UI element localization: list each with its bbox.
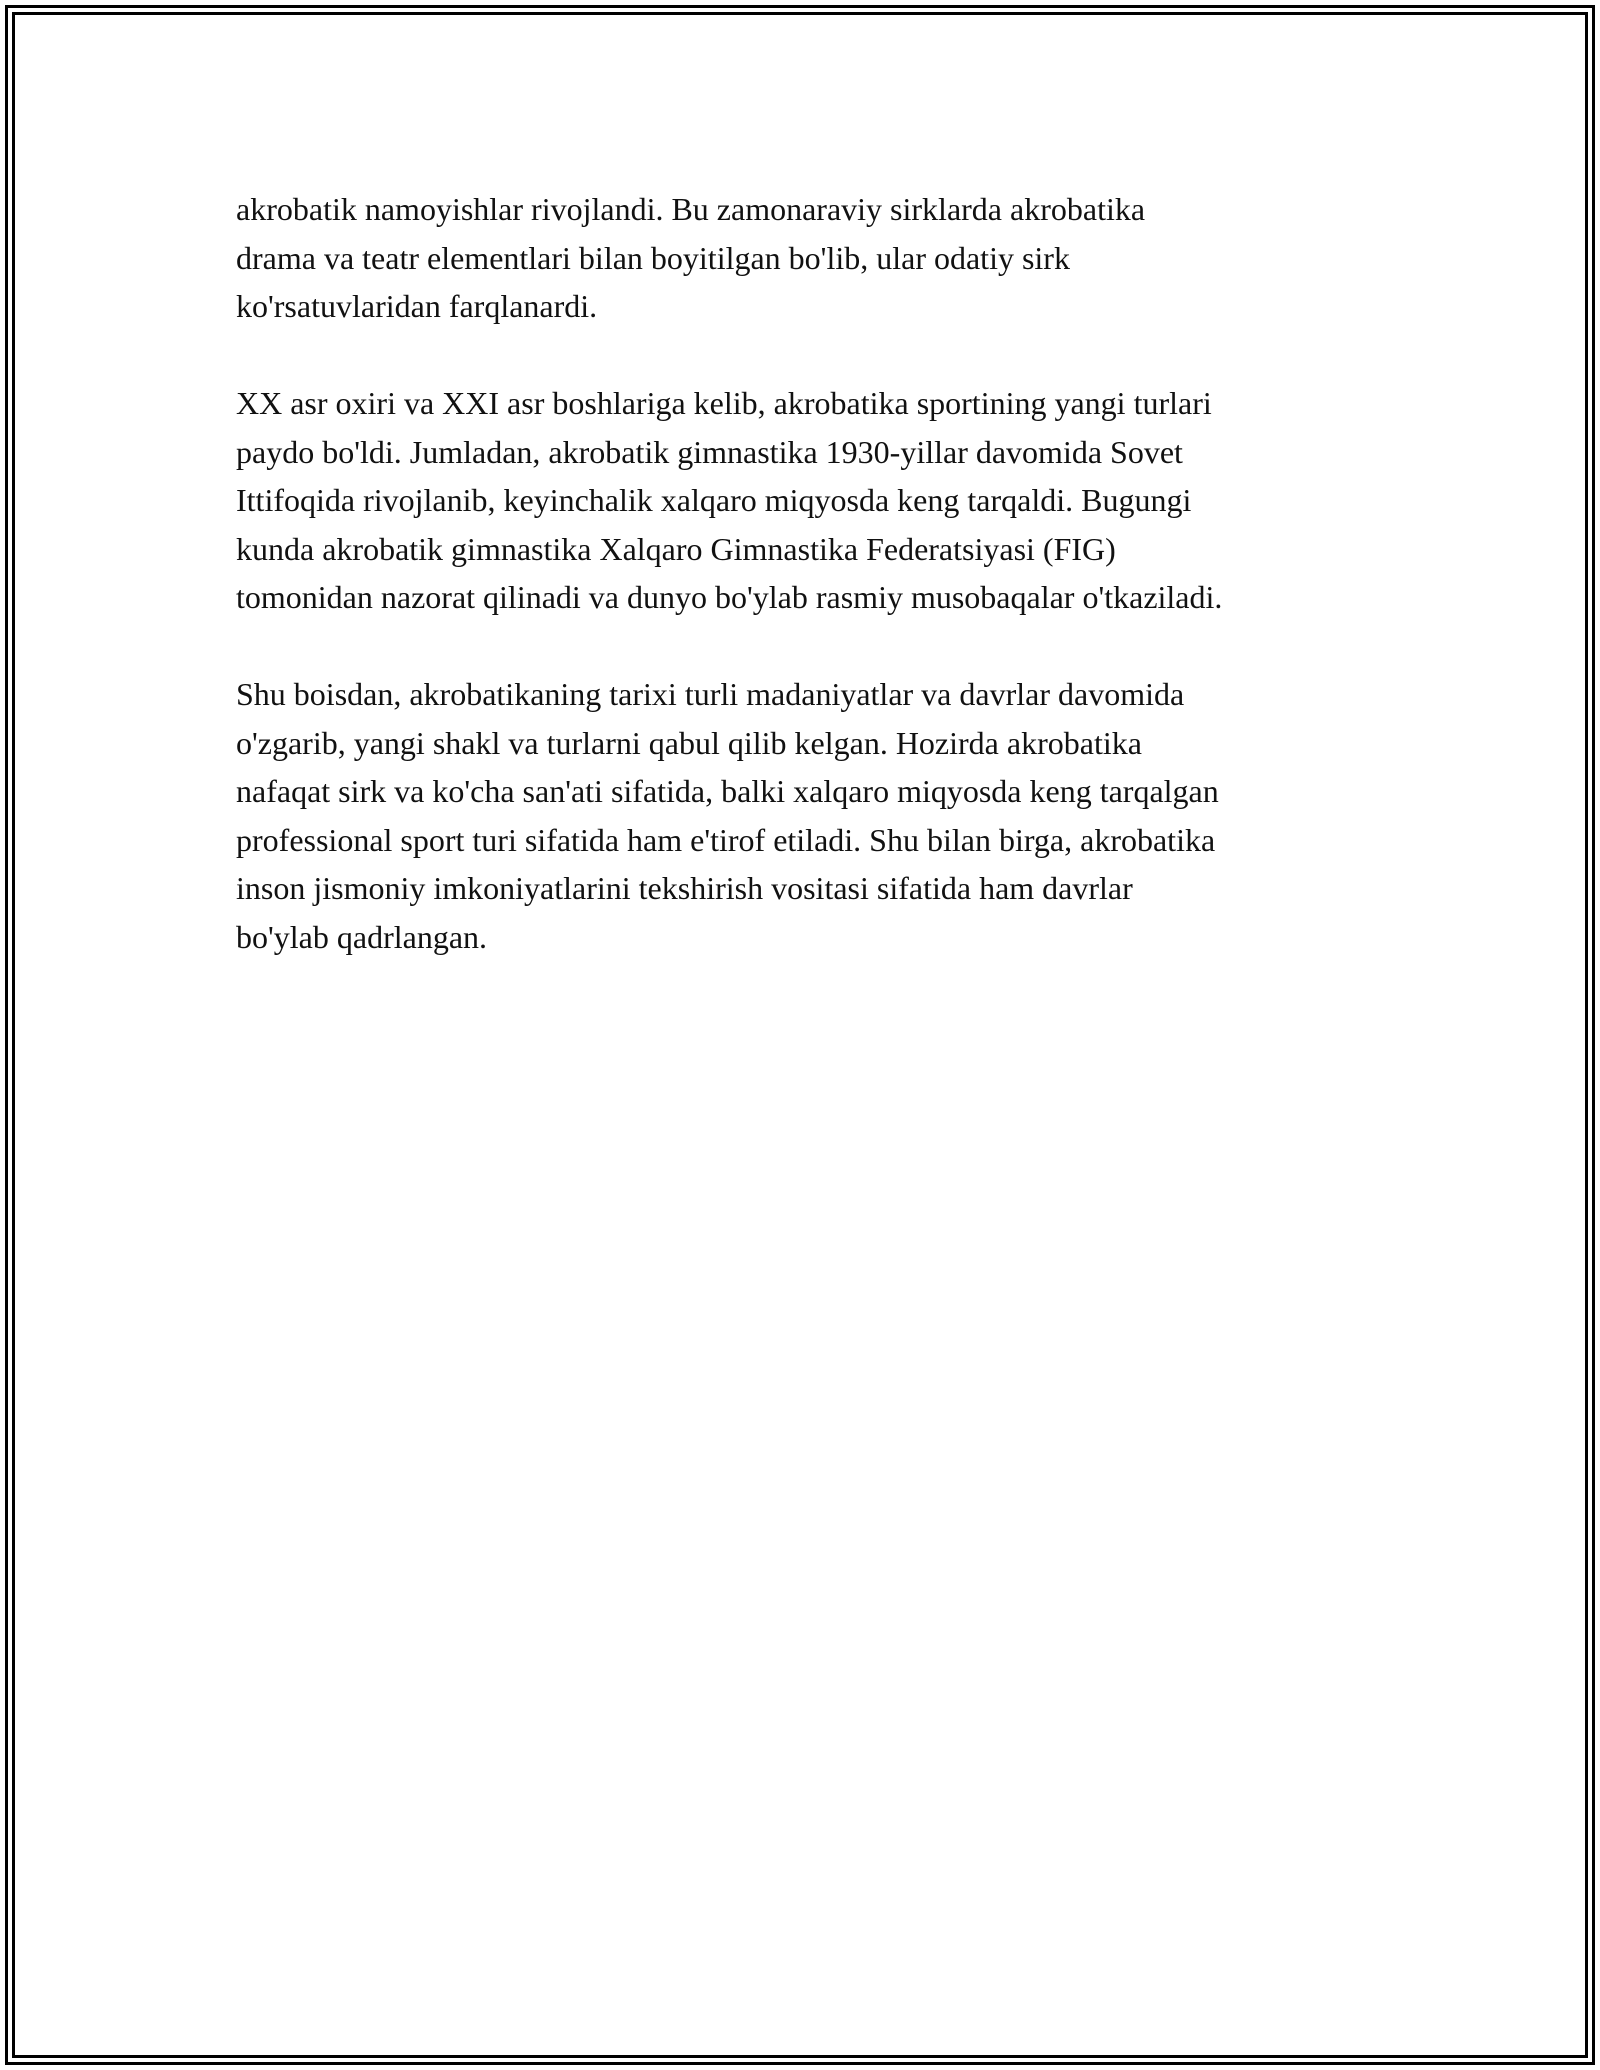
document-body [236,185,1376,1010]
paragraph-acrobatic-gymnastics: XX asr oxiri va XXI asr boshlariga kelib, akrobatika sportining yangi turlari paydo bo'ldi. Jumladan, akrobatik gimnastika 1930-yillar davomida Sovet Ittifoqida rivojlanib, keyinchalik xalqaro miqyosda keng tarqaldi. Bugungi kunda akrobatik gimnastika Xalqaro Gimnastika Federatsiyasi (FIG) tomonidan nazorat qilinadi va dunyo bo'ylab rasmiy musobaqalar o'tkaziladi. [236,385,1223,615]
paragraph-circus-acrobatics: akrobatik namoyishlar rivojlandi. Bu zamonaraviy sirklarda akrobatika drama va teatr elementlari bilan boyitilgan bo'lib, ular odatiy sirk ko'rsatuvlaridan farqlanardi. [236,191,1146,324]
paragraph-conclusion: Shu boisdan, akrobatikaning tarixi turli madaniyatlar va davrlar davomida o'zgarib, yangi shakl va turlarni qabul qilib kelgan. Hozirda akrobatika nafaqat sirk va ko'cha san'ati sifatida, balki xalqaro miqyosda keng tarqalgan professional sport turi sifatida ham e'tirof etiladi. Shu bilan birga, akrobatika inson jismoniy imkoniyatlarini tekshirish vositasi sifatida ham davrlar bo'ylab qadrlangan. [236,676,1219,955]
